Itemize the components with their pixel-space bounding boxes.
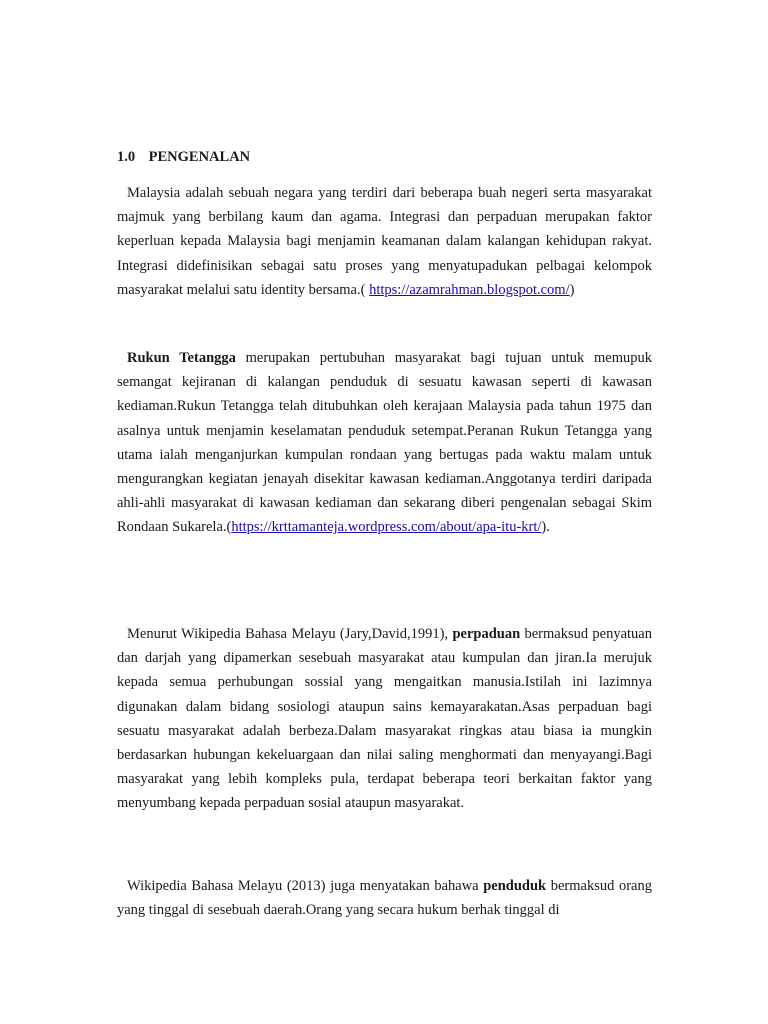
paragraph-perpaduan: [117, 622, 652, 816]
paragraph-text: bermaksud penyatuan dan darjah yang dipamerkan sesebuah masyarakat atau kumpulan dan jiran.Ia merujuk kepada semua perhubungan sossial yang mengaitkan manusia.Istilah ini lazimnya digunakan dalam bidang sosiologi ataupun sains kemayarakatan.Asas perpaduan bagi sesuatu masyarakat adalah berbeza.Dalam masyarakat ringkas atau biasa ia mungkin berdasarkan hubungan kekeluargaan dan nilai saling menghormati dan menyayangi.Bagi masyarakat yang lebih kompleks pula, terdapat beberapa teori berkaitan faktor yang menyumbang kepada perpaduan sosial ataupun masyarakat.: [117, 626, 652, 812]
paragraph-text: merupakan pertubuhan masyarakat bagi tujuan untuk memupuk semangat kejiranan di kalangan penduduk di sesuatu kawasan seperti di kawasan kediaman.Rukun Tetangga telah ditubuhkan oleh kerajaan Malaysia pada tahun 1975 dan asalnya untuk menjamin keselamatan penduduk setempat.Peranan Rukun Tetangga yang utama ialah menganjurkan kumpulan rondaan yang bertugas pada waktu malam untuk mengurangkan kegiatan jenayah disekitar kawasan kediaman.Anggotanya terdiri daripada ahli-ahli masyarakat di kawasan kediaman dan sekarang diberi pengenalan sebagai Skim Rondaan Sukarela.(: [117, 350, 652, 536]
paragraph-text: Wikipedia Bahasa Melayu (2013) juga menyatakan bahawa: [127, 878, 484, 894]
bold-term: perpaduan: [452, 626, 521, 642]
paragraph-text: bermaksud orang yang tinggal di sesebuah daerah.Orang yang secara hukum berhak tinggal di: [117, 878, 652, 919]
reference-link[interactable]: https://krttamanteja.wordpress.com/about/apa-itu-krt/: [231, 519, 542, 536]
bold-term: Rukun Tetangga: [127, 350, 236, 366]
section-heading: [117, 149, 250, 166]
bold-term: penduduk: [483, 878, 547, 894]
section-number: 1.0: [117, 149, 136, 165]
section-title: PENGENALAN: [148, 149, 251, 165]
paragraph-text: ): [569, 281, 575, 298]
paragraph-penduduk: [117, 874, 652, 922]
reference-link[interactable]: https://azamrahman.blogspot.com/: [369, 281, 570, 298]
paragraph-rukun-tetangga: [117, 346, 652, 540]
paragraph-text: ).: [541, 519, 550, 536]
paragraph-text: Menurut Wikipedia Bahasa Melayu (Jary,David,1991),: [127, 626, 453, 642]
paragraph-text: Malaysia adalah sebuah negara yang terdiri dari beberapa buah negeri serta masyarakat majmuk yang berbilang kaum dan agama. Integrasi dan perpaduan merupakan faktor keperluan kepada Malaysia bagi menjamin keamanan dalam kalangan kehidupan rakyat. Integrasi didefinisikan sebagai satu proses yang menyatupadukan pelbagai kelompok masyarakat melalui satu identity bersama.(: [117, 185, 652, 298]
paragraph-intro: [117, 181, 652, 302]
